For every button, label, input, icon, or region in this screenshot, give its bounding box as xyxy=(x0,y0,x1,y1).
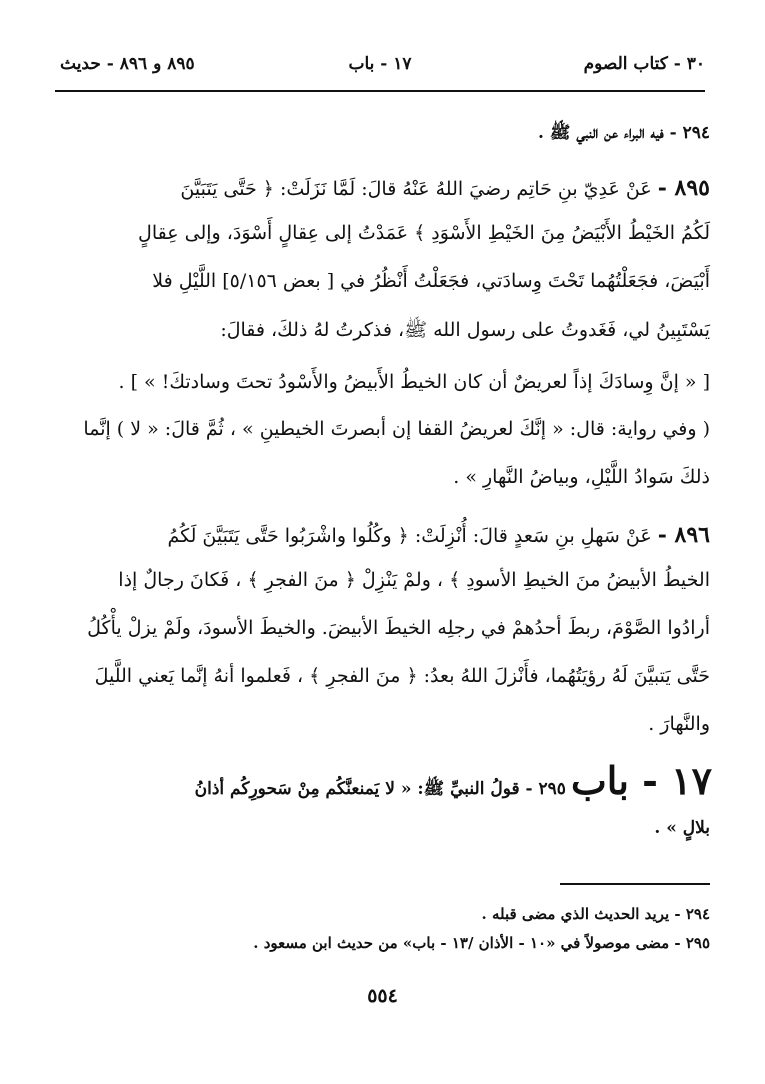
hadith-895-line-2: لَكُمُ الخَيْطُ الأَبْيَضُ مِنَ الخَيْطِ الأَسْوَدِ ﴾ عَمَدْتُ إلى عِقالٍ أَسْوَدَ، وإلى عِقالٍ xyxy=(138,222,710,244)
running-header-chapter: ٣٠ - كتاب الصوم xyxy=(583,54,705,74)
hadith-896-line-3: أرادُوا الصَّوْمَ، ربطَ أحدُهمْ في رجلِه الخيطَ الأبيضَ. والخيطَ الأسودَ، ولَمْ يزلْ يأْكُلُ xyxy=(87,617,710,639)
hadith-895-line-3: أَبْيَضَ، فجَعَلْتُهُما تَحْتَ وِسادَتي، فجَعَلْتُ أَنْظُرُ في [ بعض ٥/١٥٦] اللَّيْلِ فلا xyxy=(152,270,710,292)
header-rule xyxy=(55,90,705,92)
hadith-896-text-1: عَنْ سَهلِ بنِ سَعدٍ قالَ: أُنْزِلَتْ: ﴿ وكُلُوا واشْرَبُوا حَتَّى يَتَبَيَّنَ لَكُمُ xyxy=(167,525,652,547)
footnote-295: ٢٩٥ - مضى موصولاً في «١٠ - الأذان /١٣ - باب» من حديث ابن مسعود . xyxy=(253,934,710,952)
hadith-895-text-1: عَنْ عَدِيّ بنِ حَاتِم رضيَ اللهُ عَنْهُ قالَ: لَمَّا نَزَلَتْ: ﴿ حَتَّى يَتَبَيَّنَ xyxy=(180,178,652,200)
hadith-895-line-1 xyxy=(50,175,710,201)
footnote-294: ٢٩٤ - يريد الحديث الذي مضى قبله . xyxy=(481,905,710,923)
hadith-896-line-2: الخيطُ الأبيضُ منَ الخيطِ الأسودِ ﴾ ، ولمْ يَنْزِلْ ﴿ منَ الفجرِ ﴾ ، فَكانَ رجالٌ إذا xyxy=(118,569,710,591)
hadith-895-line-7: ذلكَ سَوادُ اللَّيْلِ، وبياضُ النَّهارِ » . xyxy=(453,466,710,488)
hadith-896-line-4: حَتَّى يَتبيَّنَ لَهُ رؤيَتُهُما، فأَنْزلَ اللهُ بعدُ: ﴿ منَ الفجرِ ﴾ ، فَعلموا أنهُ إنَّما يَعني اللَّيلَ xyxy=(94,665,710,687)
hadith-895-line-6: ( وفي رواية: قال: « إنَّكَ لعريضُ القفا إن أبصرتَ الخيطينِ » ، ثُمَّ قالَ: « لا ) إنَّما xyxy=(83,418,710,440)
hadith-895-number: ٨٩٥ - xyxy=(657,175,710,201)
running-header-hadith-range: ٨٩٥ و ٨٩٦ - حديث xyxy=(60,54,195,74)
hadith-896-line-5: والنَّهارَ . xyxy=(648,713,710,735)
hadith-895-line-5: [ « إنَّ وِسادَكَ إذاً لعريضٌ أن كان الخيطُ الأَبيضُ والأَسْودُ تحتَ وسادتكَ! » ] . xyxy=(118,371,710,393)
hadith-896-line-1 xyxy=(50,522,710,548)
footnote-rule xyxy=(560,883,710,885)
bab-title: ١٧ - باب xyxy=(571,758,712,803)
bab-subtitle: ٢٩٥ - قولُ النبيِّ ﷺ: « لا يَمنعنَّكُم مِنْ سَحورِكُم أذانُ xyxy=(194,779,566,799)
bab-subtitle-continued: بلالٍ » . xyxy=(654,818,710,838)
hadith-896-number: ٨٩٦ - xyxy=(657,522,710,548)
page-number: ٥٥٤ xyxy=(367,985,398,1007)
bab-heading-17 xyxy=(40,758,712,804)
footnote-ref-heading-294: ٢٩٤ - فيه البراء عن النبي ﷺ . xyxy=(538,123,710,143)
running-header-section: ١٧ - باب xyxy=(348,54,412,74)
hadith-895-line-4: يَسْتَبِينُ لي، فَغَدوتُ على رسول الله ﷺ، فذكرتُ لهُ ذلكَ، فقالَ: xyxy=(220,319,710,341)
